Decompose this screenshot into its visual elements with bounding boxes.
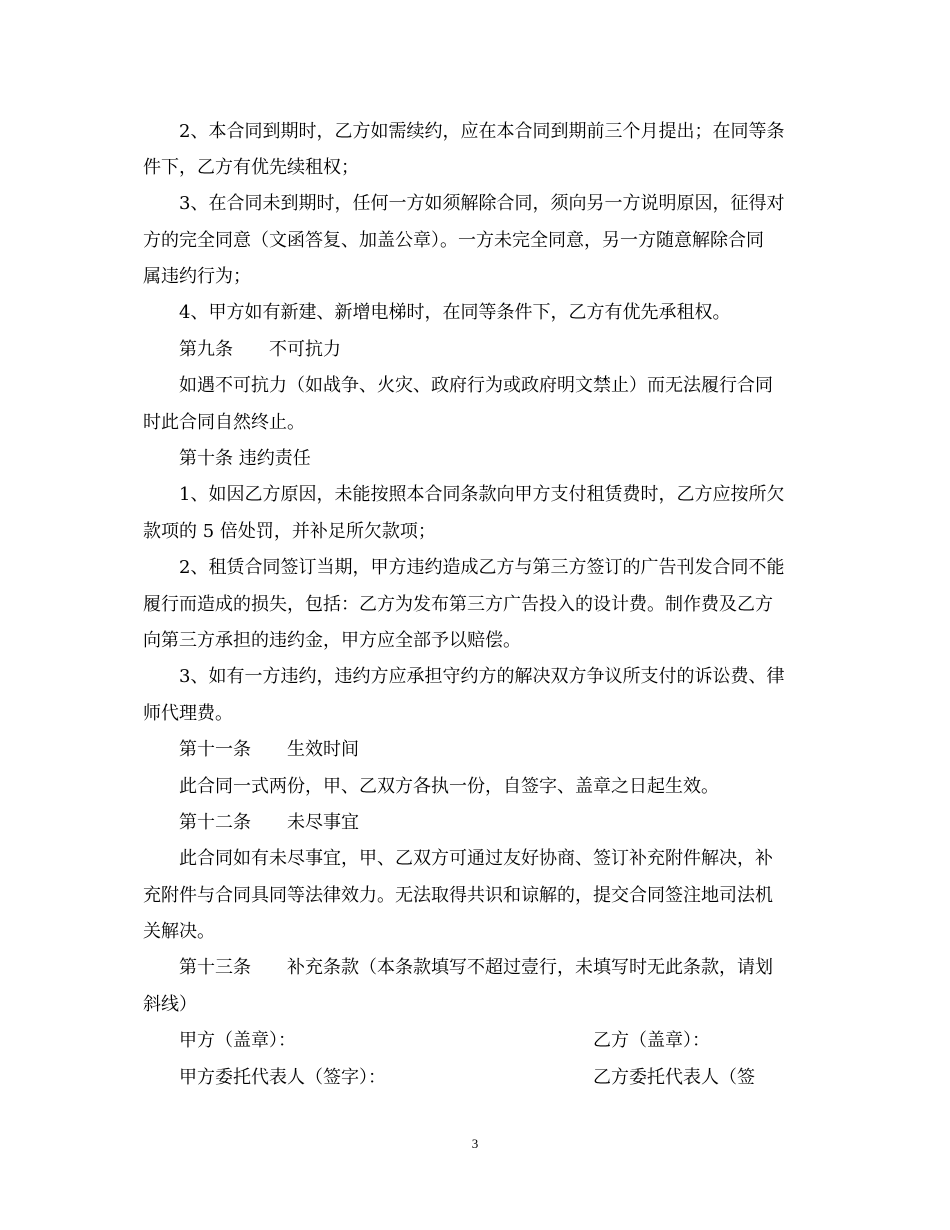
clause-9-title: 不可抗力 xyxy=(269,339,341,360)
clause-13-heading xyxy=(179,958,773,978)
clause-13-title: 补充条款（本条款填写不超过壹行，未填写时无此条款，请划 xyxy=(287,957,773,978)
party-b-representative-label: 乙方委托代表人（签 xyxy=(593,1067,755,1088)
clause-11-title: 生效时间 xyxy=(287,739,359,760)
clause-11-heading xyxy=(179,740,359,760)
clause-8-item-4: 4、甲方如有新建、新增电梯时，在同等条件下，乙方有优先承租权。 xyxy=(179,302,731,323)
clause-12-body-line-2: 充附件与合同具同等法律效力。无法取得共识和谅解的，提交合同签注地司法机 xyxy=(143,885,773,906)
clause-10-item-2-line-2: 履行而造成的损失，包括：乙方为发布第三方广告投入的设计费。制作费及乙方 xyxy=(143,594,773,615)
clause-10-item-3-line-1: 3、如有一方违约，违约方应承担守约方的解决双方争议所支付的诉讼费、律 xyxy=(179,666,785,687)
clause-8-item-3-line-2: 方的完全同意（文函答复、加盖公章）。一方未完全同意，另一方随意解除合同 xyxy=(143,230,764,251)
clause-10-item-3-line-2: 师代理费。 xyxy=(143,703,233,724)
clause-9-heading xyxy=(179,340,341,360)
clause-9-number: 第九条 xyxy=(179,339,233,360)
clause-8-item-3-line-1: 3、在合同未到期时，任何一方如须解除合同，须向另一方说明原因，征得对 xyxy=(179,193,785,214)
clause-12-body-line-1: 此合同如有未尽事宜，甲、乙双方可通过友好协商、签订补充附件解决，补 xyxy=(179,848,773,869)
clause-9-body-line-1: 如遇不可抗力（如战争、火灾、政府行为或政府明文禁止）而无法履行合同 xyxy=(179,375,773,396)
clause-11-number: 第十一条 xyxy=(179,739,251,760)
page-number: 3 xyxy=(471,1136,479,1151)
clause-12-heading xyxy=(179,813,359,833)
clause-10-item-2-line-1: 2、租赁合同签订当期，甲方违约造成乙方与第三方签订的广告刊发合同不能 xyxy=(179,557,785,578)
clause-12-title: 未尽事宜 xyxy=(287,812,359,833)
clause-12-body-line-3: 关解决。 xyxy=(143,921,215,942)
clause-13-line-2: 斜线） xyxy=(143,994,197,1015)
clause-8-item-2-line-2: 件下，乙方有优先续租权； xyxy=(143,157,359,178)
party-b-seal-label: 乙方（盖章）： xyxy=(593,1030,710,1051)
clause-13-number: 第十三条 xyxy=(179,957,251,978)
clause-12-number: 第十二条 xyxy=(179,812,251,833)
party-a-seal-label: 甲方（盖章）： xyxy=(179,1030,296,1051)
clause-10-item-1-line-2: 款项的 5 倍处罚，并补足所欠款项； xyxy=(143,521,436,542)
clause-8-item-2-line-1: 2、本合同到期时，乙方如需续约，应在本合同到期前三个月提出；在同等条 xyxy=(179,121,785,142)
party-a-representative-label: 甲方委托代表人（签字）： xyxy=(179,1067,386,1088)
clause-10-heading: 第十条 违约责任 xyxy=(179,448,311,469)
clause-9-body-line-2: 时此合同自然终止。 xyxy=(143,412,305,433)
clause-10-item-2-line-3: 向第三方承担的违约金，甲方应全部予以赔偿。 xyxy=(143,630,521,651)
clause-11-body: 此合同一式两份，甲、乙双方各执一份，自签字、盖章之日起生效。 xyxy=(179,776,719,797)
clause-10-item-1-line-1: 1、如因乙方原因，未能按照本合同条款向甲方支付租赁费时，乙方应按所欠 xyxy=(179,484,785,505)
clause-8-item-3-line-3: 属违约行为； xyxy=(143,266,251,287)
